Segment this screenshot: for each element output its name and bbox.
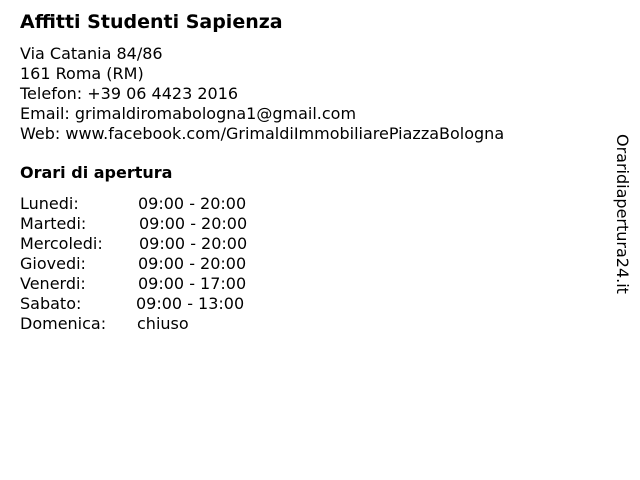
- day-label: Martedi:: [20, 214, 87, 233]
- day-hours: 09:00 - 17:00: [138, 274, 247, 293]
- day-hours: 09:00 - 20:00: [138, 194, 247, 213]
- day-label: Mercoledi:: [20, 234, 103, 253]
- day-hours: 09:00 - 13:00: [136, 294, 245, 313]
- address-line: Via Catania 84/86: [20, 44, 163, 63]
- business-name: Affitti Studenti Sapienza: [20, 11, 283, 33]
- day-label: Domenica:: [20, 314, 107, 333]
- day-hours: 09:00 - 20:00: [138, 254, 247, 273]
- day-hours: chiuso: [137, 314, 189, 333]
- site-brand-vertical: Oraridiapertura24.it: [613, 134, 632, 294]
- day-label: Sabato:: [20, 294, 82, 313]
- day-hours: 09:00 - 20:00: [139, 234, 248, 253]
- opening-hours-heading: Orari di apertura: [20, 163, 173, 182]
- city-line: 161 Roma (RM): [20, 64, 144, 83]
- day-label: Lunedi:: [20, 194, 79, 213]
- day-label: Venerdi:: [20, 274, 86, 293]
- contact-block: [20, 44, 504, 144]
- web-line: Web: www.facebook.com/GrimaldiImmobiliarePiazzaBologna: [20, 124, 505, 143]
- email-line: Email: grimaldiromabologna1@gmail.com: [20, 104, 357, 123]
- day-hours: 09:00 - 20:00: [139, 214, 248, 233]
- day-label: Giovedi:: [20, 254, 86, 273]
- phone-line: Telefon: +39 06 4423 2016: [20, 84, 239, 103]
